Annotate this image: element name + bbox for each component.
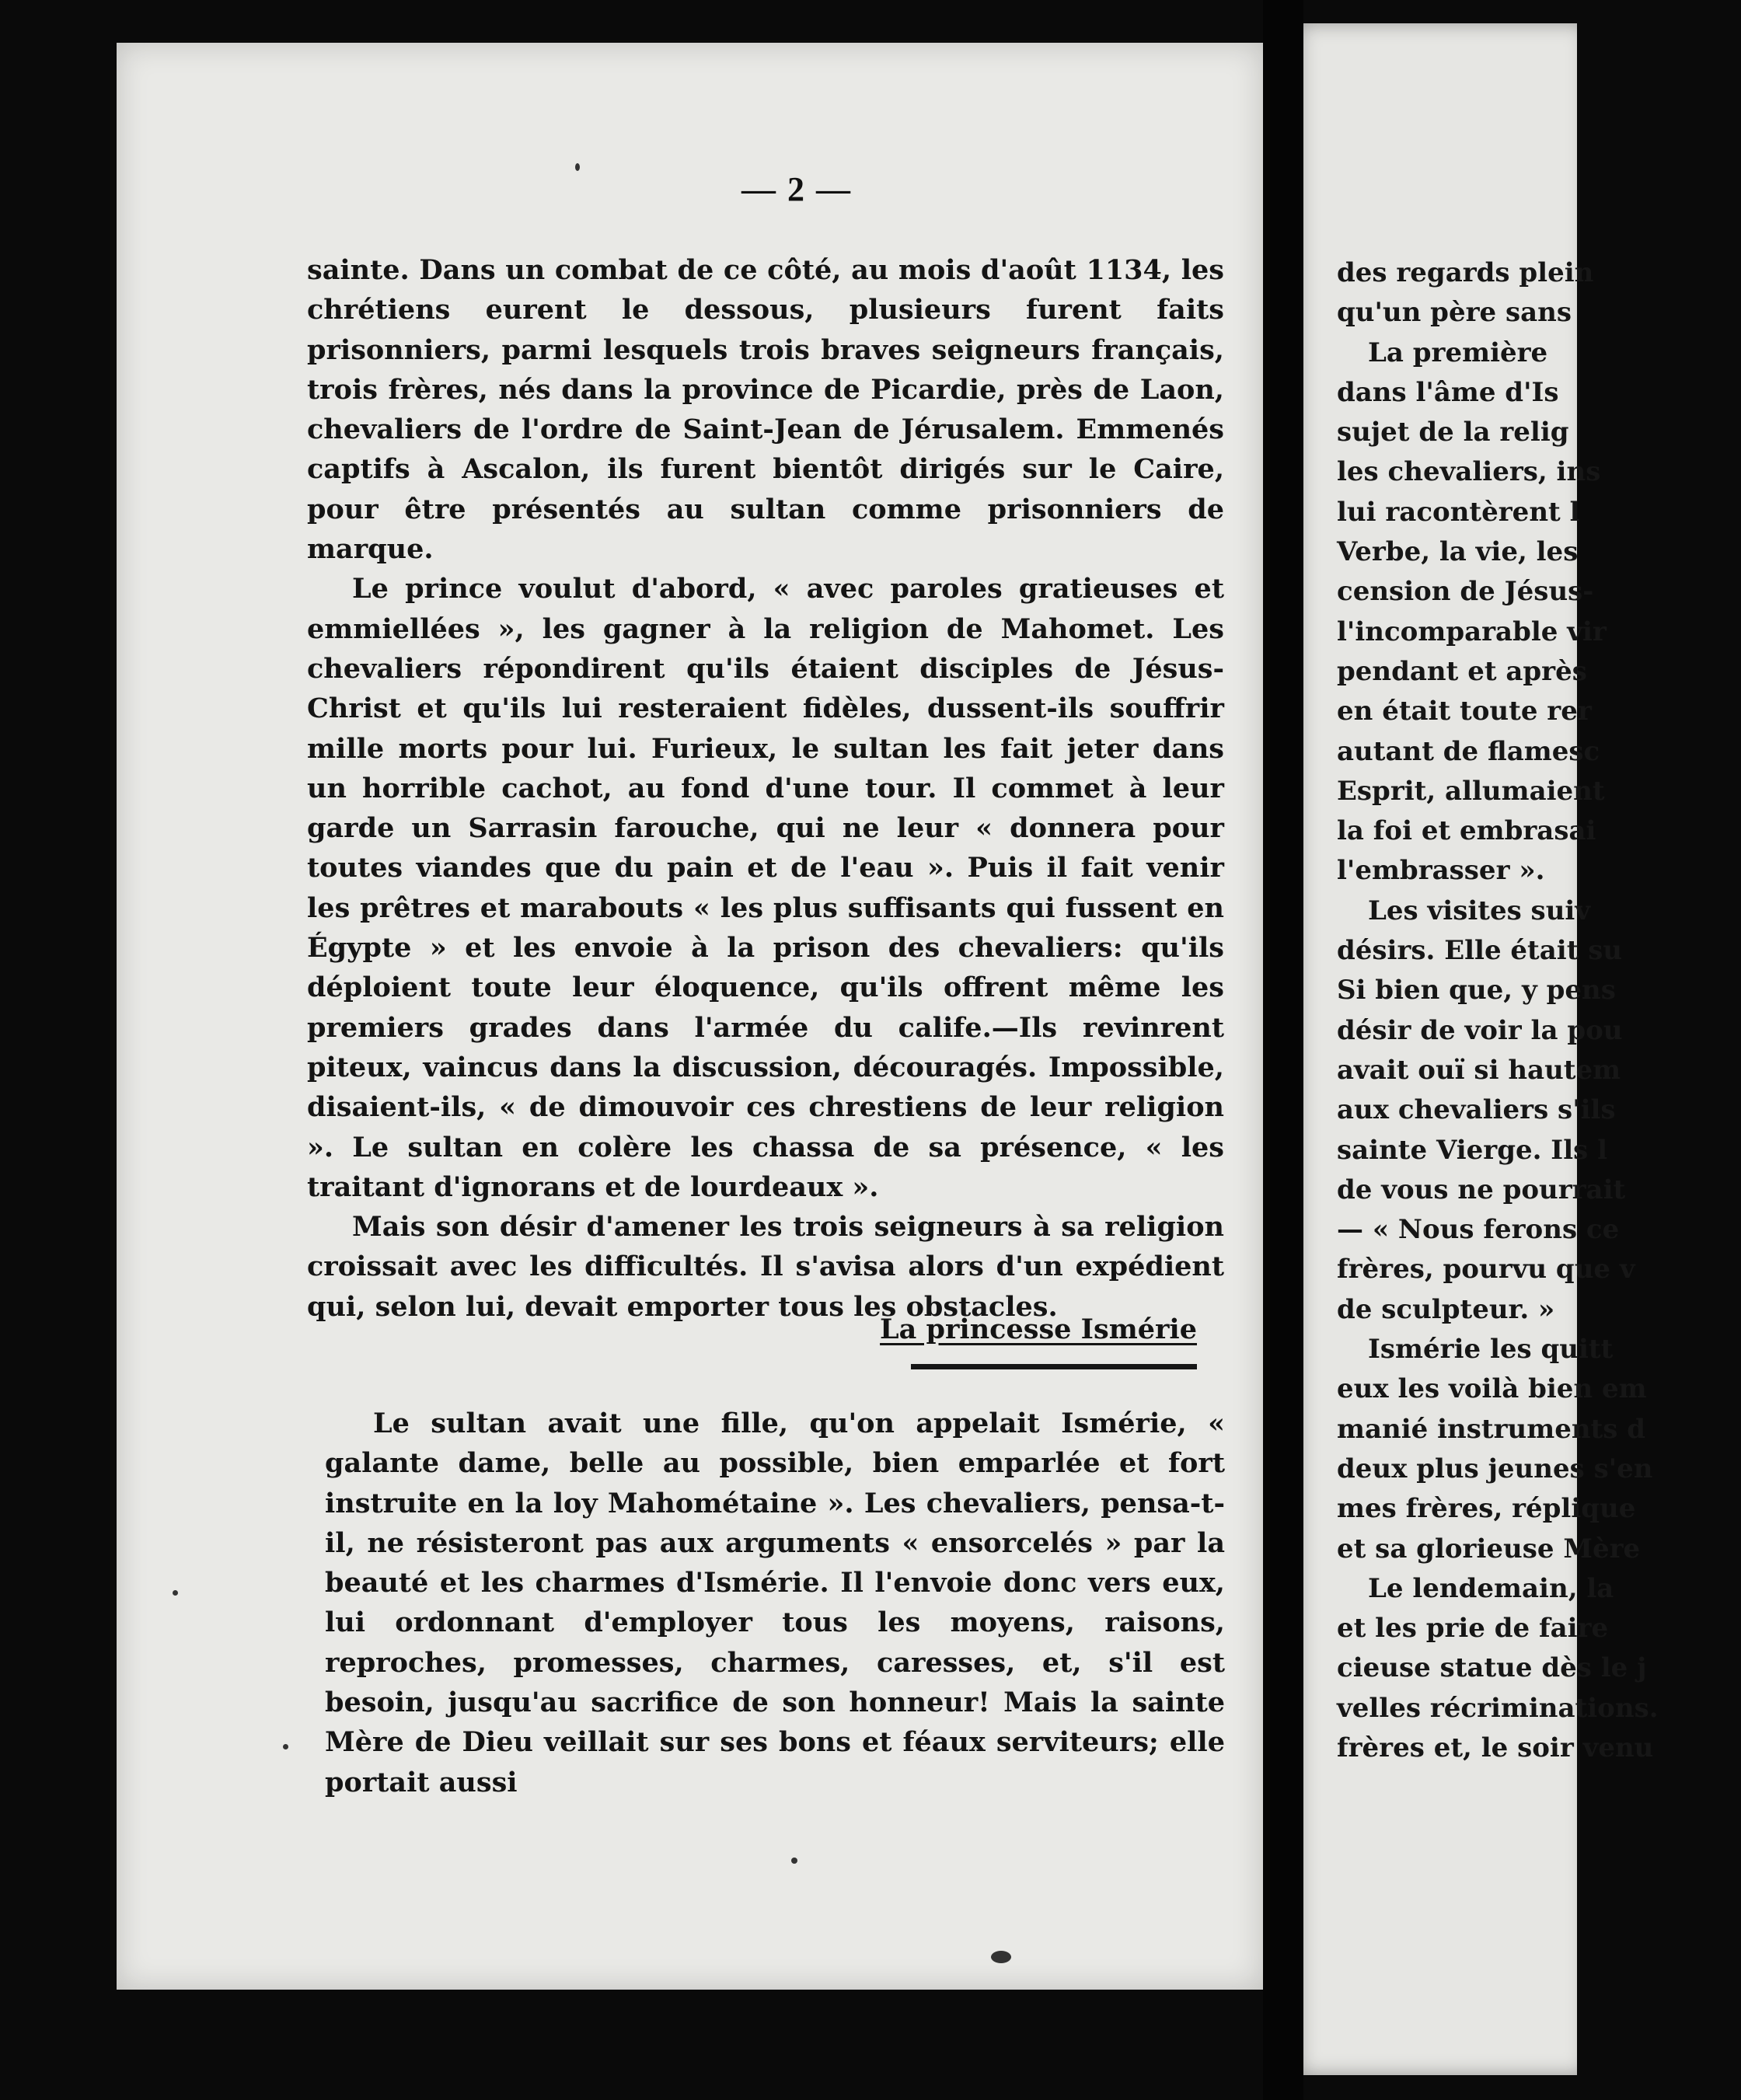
paragraph-princess-ismerie: Le sultan avait une fille, qu'on appelait Ismérie, « galante dame, belle au possible, bien emparlée et fort instruite en la loy Mahométaine ». Les chevaliers, pensa-t-il, ne résisteront pas aux arguments « ensorcelés » par la beauté et les charmes d'Ismérie. Il l'envoie donc vers eux, lui ordonnant d'employer tous les moyens, raisons, reproches, promesses, charmes, caresses, et, s'il est besoin, jusqu'au sacrifice de son honneur! Mais la sainte Mère de Dieu veillait sur ses bons et féaux serviteurs; elle portait aussi <box>325 1408 1225 1798</box>
right-line: l'incomparable vir <box>1337 616 1607 647</box>
left-body-text <box>307 250 1224 1327</box>
right-line: frères, pourvu que v <box>1337 1254 1635 1285</box>
right-line: de vous ne pourrait <box>1337 1174 1626 1205</box>
scan-speck <box>283 1744 288 1749</box>
scan-speck <box>575 163 580 171</box>
right-line: dans l'âme d'Is <box>1337 376 1559 408</box>
section-title: La princesse Ismérie <box>880 1313 1197 1345</box>
right-line: — « Nous ferons ce <box>1337 1214 1620 1246</box>
right-line: Verbe, la vie, les <box>1337 536 1579 568</box>
right-line: Si bien que, y pens <box>1337 975 1616 1006</box>
right-line: les chevaliers, ins <box>1337 456 1601 488</box>
right-line: velles récriminations. <box>1337 1692 1659 1724</box>
section-title-rule <box>911 1364 1197 1369</box>
right-line: lui racontèrent l <box>1337 496 1580 528</box>
paragraph-capture: sainte. Dans un combat de ce côté, au mois d'août 1134, les chrétiens eurent le dessous, plusieurs furent faits prisonniers, parmi lesquels trois braves seigneurs français, trois frères, nés dans la province de Picardie, près de Laon, chevaliers de l'ordre de Saint-Jean de Jérusalem. Emmenés captifs à Ascalon, ils furent bientôt dirigés sur le Caire, pour être présentés au sultan comme prisonniers de marque. <box>307 254 1224 566</box>
page-number: — 2 — <box>741 170 852 208</box>
right-line: frères et, le soir venu <box>1337 1732 1654 1763</box>
right-line: mes frères, réplique <box>1337 1493 1636 1525</box>
right-line: deux plus jeunes s'en <box>1337 1453 1653 1484</box>
right-line: Ismérie les quitt <box>1368 1334 1614 1366</box>
right-line: aux chevaliers s'ils <box>1337 1094 1616 1126</box>
right-line: l'embrasser ». <box>1337 855 1545 887</box>
right-line: et les prie de faire <box>1337 1613 1609 1645</box>
scan-speck <box>991 1951 1011 1963</box>
right-line: Les visites suiv <box>1368 895 1591 926</box>
book-gutter <box>1263 0 1303 2100</box>
paragraph-sultan-desire: Mais son désir d'amener les trois seigneurs à sa religion croissait avec les difficultés. Il s'avisa alors d'un expédient qui, selon lui, devait emporter tous les obstacles. <box>307 1211 1224 1323</box>
right-line: Esprit, allumaient <box>1337 775 1605 807</box>
right-line: sujet de la relig <box>1337 417 1569 448</box>
right-line: Le lendemain, la <box>1368 1572 1614 1604</box>
right-line: en était toute rer <box>1337 696 1592 727</box>
right-page-text <box>1337 253 1741 1768</box>
right-line: la foi et embrasai <box>1337 815 1596 847</box>
right-line: cieuse statue dès le j <box>1337 1652 1647 1684</box>
right-line: et sa glorieuse Mère <box>1337 1533 1641 1565</box>
right-line: désir de voir la pou <box>1337 1014 1623 1046</box>
right-line: sainte Vierge. Ils l <box>1337 1134 1608 1166</box>
scan-speck <box>791 1858 797 1864</box>
right-line: pendant et après <box>1337 655 1587 687</box>
right-line: avait ouï si hautem <box>1337 1054 1621 1086</box>
paragraph-sultan-attempts: Le prince voulut d'abord, « avec paroles gratieuses et emmiellées », les gagner à la religion de Mahomet. Les chevaliers répondirent qu'ils étaient disciples de Jésus-Christ et qu'ils lui resteraient fidèles, dussent-ils souffrir mille morts pour lui. Furieux, le sultan les fait jeter dans un horrible cachot, au fond d'une tour. Il commet à leur garde un Sarrasin farouche, qui ne leur « donnera pour toutes viandes que du pain et de l'eau ». Puis il fait venir les prêtres et marabouts « les plus suffisants qui fussent en Égypte » et les envoie à la prison des chevaliers: qu'ils déploient toute leur éloquence, qu'ils offrent même les premiers grades dans l'armée du calife.—Ils revinrent piteux, vaincus dans la discussion, découragés. Impossible, disaient-ils, « de dimouvoir ces chrestiens de leur religion ». Le sultan en colère les chassa de sa présence, « les traitant d'ignorans et de lourdeaux ». <box>307 573 1224 1203</box>
right-line: de sculpteur. » <box>1337 1293 1555 1325</box>
right-line: eux les voilà bien em <box>1337 1373 1647 1405</box>
right-line: manié instruments d <box>1337 1413 1646 1445</box>
right-line: La première <box>1368 337 1548 368</box>
right-line: autant de flamesc <box>1337 735 1600 767</box>
right-line: cension de Jésus- <box>1337 576 1594 608</box>
right-line: des regards plein <box>1337 257 1594 288</box>
right-line: désirs. Elle était su <box>1337 935 1623 967</box>
right-line: qu'un père sans <box>1337 297 1572 329</box>
scan-speck <box>173 1590 178 1596</box>
